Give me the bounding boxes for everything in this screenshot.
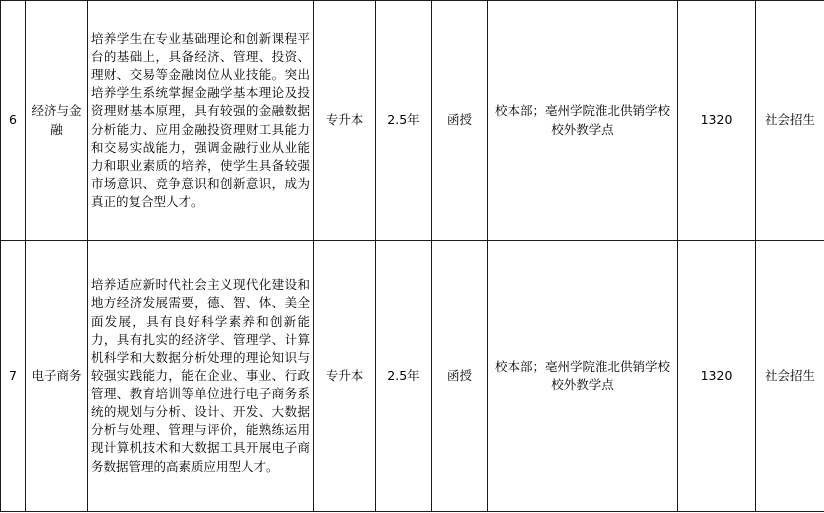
cell-duration: 2.5年 [376, 241, 432, 512]
cell-major-name: 经济与金融 [26, 1, 88, 241]
table-row [1, 1, 824, 241]
cell-enrollment-type: 社会招生 [756, 241, 824, 512]
cell-index: 7 [1, 241, 26, 512]
cell-tuition-fee: 1320 [678, 1, 756, 241]
cell-duration: 2.5年 [376, 1, 432, 241]
cell-major-description: 培养学生在专业基础理论和创新课程平台的基础上，具备经济、管理、投资、理财、交易等金融岗位从业技能。突出培养学生系统掌握金融学基本理论及投资理财基本原理，具有较强的金融数据分析能力、应用金融投资理财工具能力和交易实战能力，强调金融行业从业能力和职业素质的培养，使学生具备较强市场意识、竞争意识和创新意识，成为真正的复合型人才。 [88, 1, 314, 241]
cell-level: 专升本 [314, 1, 376, 241]
cell-teaching-site: 校本部；亳州学院淮北供销学校校外教学点 [488, 241, 678, 512]
cell-teaching-site: 校本部；亳州学院淮北供销学校校外教学点 [488, 1, 678, 241]
cell-major-description: 培养适应新时代社会主义现代化建设和地方经济发展需要，德、智、体、美全面发展，具有良好科学素养和创新能力，具有扎实的经济学、管理学、计算机科学和大数据分析处理的理论知识与较强实践能力，能在企业、事业、行政管理、教育培训等单位进行电子商务系统的规划与分析、设计、开发、大数据分析与处理、管理与评价，能熟练运用现计算机技术和大数据工具开展电子商务数据管理的高素质应用型人才。 [88, 241, 314, 512]
cell-level: 专升本 [314, 241, 376, 512]
cell-enrollment-type: 社会招生 [756, 1, 824, 241]
cell-study-mode: 函授 [432, 241, 488, 512]
table-row [1, 241, 824, 512]
cell-study-mode: 函授 [432, 1, 488, 241]
cell-major-name: 电子商务 [26, 241, 88, 512]
cell-tuition-fee: 1320 [678, 241, 756, 512]
cell-index: 6 [1, 1, 26, 241]
